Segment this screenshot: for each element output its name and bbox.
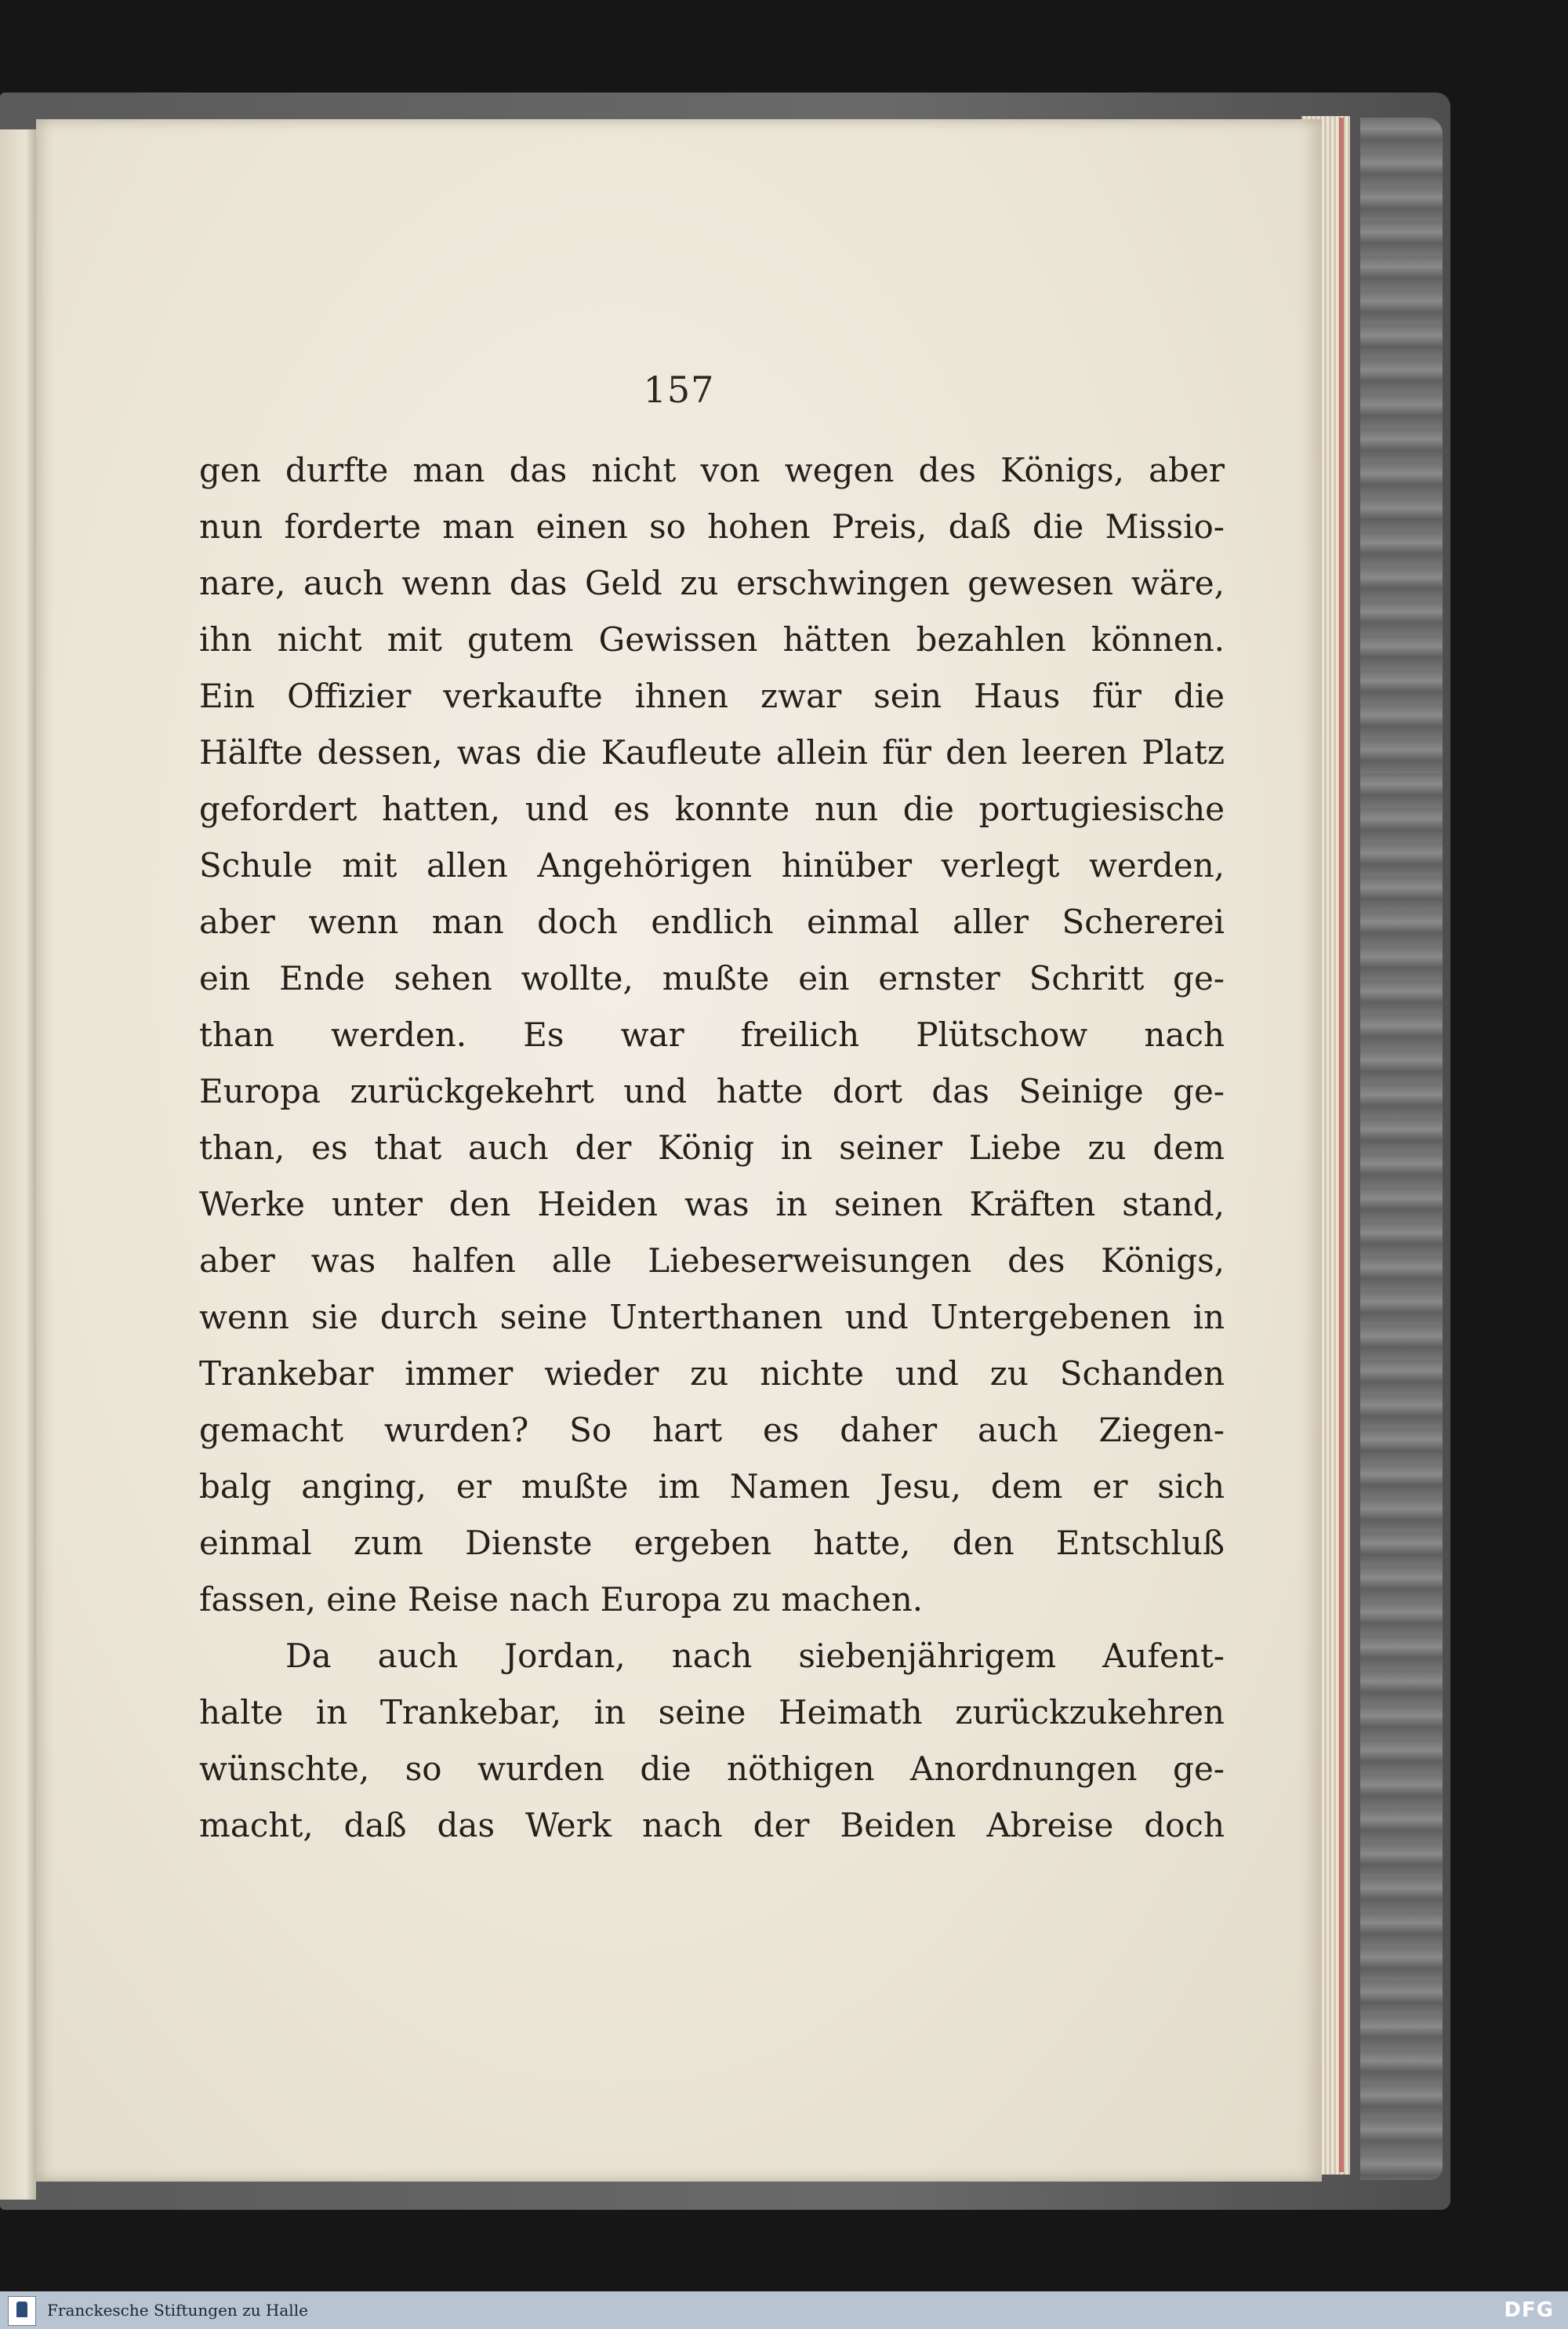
- red-page-edge: [1339, 118, 1344, 2172]
- text-line: than, es that auch der König in seiner Liebe zu dem: [199, 1128, 1225, 1167]
- text-line: einmal zum Dienste ergeben hatte, den Entschluß: [199, 1524, 1225, 1562]
- text-line: gefordert hatten, und es konnte nun die portugiesische: [199, 790, 1225, 828]
- institution-name: Franckesche Stiftungen zu Halle: [47, 2301, 308, 2320]
- text-line: Werke unter den Heiden was in seinen Kräften stand,: [199, 1185, 1225, 1223]
- text-line: Trankebar immer wieder zu nichte und zu Schanden: [199, 1354, 1225, 1393]
- text-line: gen durfte man das nicht von wegen des Königs, aber: [199, 451, 1225, 489]
- footer-bar: [0, 2291, 1568, 2329]
- book-page: [36, 119, 1322, 2182]
- text-line: nun forderte man einen so hohen Preis, daß die Missio-: [199, 507, 1225, 546]
- text-line: macht, daß das Werk nach der Beiden Abreise doch: [199, 1806, 1225, 1844]
- text-line: ihn nicht mit gutem Gewissen hätten bezahlen können.: [199, 620, 1225, 659]
- text-line: fassen, eine Reise nach Europa zu machen.: [199, 1580, 924, 1619]
- text-line: ein Ende sehen wollte, mußte ein ernster Schritt ge-: [199, 959, 1225, 997]
- page-number: 157: [643, 369, 715, 411]
- text-line: Ein Offizier verkaufte ihnen zwar sein Haus für die: [199, 677, 1225, 715]
- text-line: than werden. Es war freilich Plütschow nach: [199, 1016, 1225, 1054]
- text-block: [199, 442, 1225, 1854]
- text-line: halte in Trankebar, in seine Heimath zurückzukehren: [199, 1693, 1225, 1731]
- text-line: Da auch Jordan, nach siebenjährigem Aufent-: [285, 1637, 1225, 1675]
- dfg-logo: DFG: [1504, 2298, 1554, 2322]
- text-line: gemacht wurden? So hart es daher auch Ziegen-: [199, 1411, 1225, 1449]
- institution-logo-icon[interactable]: [8, 2296, 36, 2326]
- text-line: Hälfte dessen, was die Kaufleute allein für den leeren Platz: [199, 733, 1225, 772]
- text-line: balg anging, er mußte im Namen Jesu, dem er sich: [199, 1467, 1225, 1506]
- book-cover-edge: [1360, 118, 1443, 2180]
- left-page-edge: [0, 129, 36, 2200]
- text-line: nare, auch wenn das Geld zu erschwingen gewesen wäre,: [199, 564, 1225, 602]
- text-line: wenn sie durch seine Unterthanen und Untergebenen in: [199, 1298, 1225, 1336]
- text-line: Schule mit allen Angehörigen hinüber verlegt werden,: [199, 846, 1225, 885]
- text-line: Europa zurückgekehrt und hatte dort das Seinige ge-: [199, 1072, 1225, 1110]
- text-line: aber was halfen alle Liebeserweisungen des Königs,: [199, 1241, 1225, 1280]
- text-line: wünschte, so wurden die nöthigen Anordnungen ge-: [199, 1749, 1225, 1788]
- text-line: aber wenn man doch endlich einmal aller Schererei: [199, 903, 1225, 941]
